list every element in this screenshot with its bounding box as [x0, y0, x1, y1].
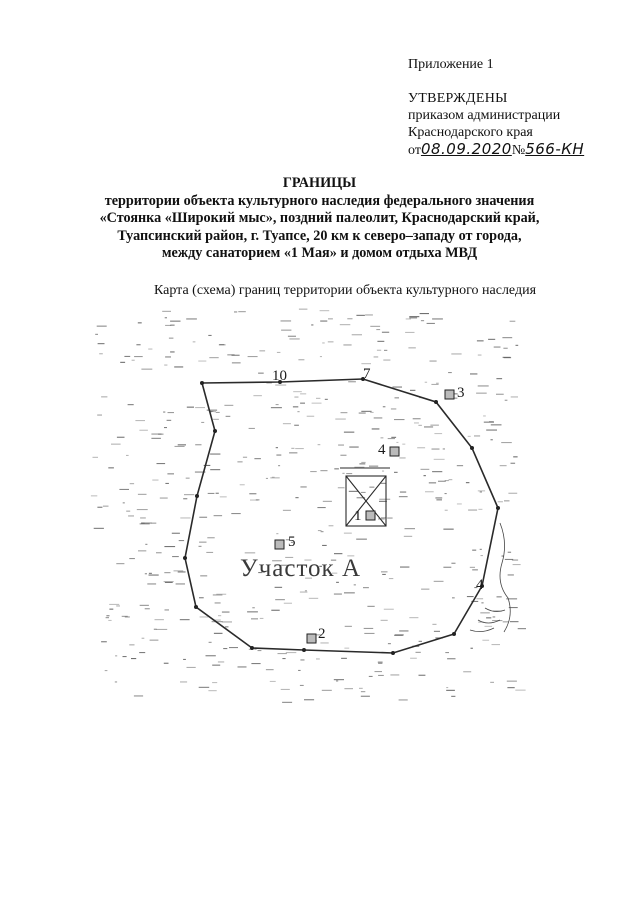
order-line: приказом администрации [408, 108, 561, 123]
boundary-map [90, 308, 530, 708]
point-label-3: 3 [457, 385, 465, 401]
region-line: Краснодарского края [408, 125, 533, 140]
point-label-5: 5 [288, 534, 296, 550]
territory-boundary [185, 379, 498, 653]
title-line-4: между санаторием «1 Мая» и домом отдыха МВД [161, 244, 478, 261]
document-title [0, 175, 639, 262]
date-prefix: от [408, 143, 421, 158]
approved-label: УТВЕРЖДЕНЫ [408, 91, 508, 106]
title-line-1: территории объекта культурного наследия федерального значения [104, 193, 535, 210]
handwritten-number: 566-КН [525, 140, 585, 158]
survey-markers [275, 390, 454, 643]
map-svg [90, 308, 530, 708]
title-heading: ГРАНИЦЫ [282, 175, 357, 191]
title-line-2: «Стоянка «Широкий мыс», поздний палеолит, Краснодарский край, [99, 210, 540, 227]
marker-4 [390, 447, 399, 456]
point-label-4-east: 4 [476, 577, 484, 593]
date-number-line [408, 141, 584, 159]
point-label-1: 1 [354, 508, 362, 524]
map-background-speckles [91, 309, 526, 703]
title-line-3: Туапсинский район, г. Туапсе, 20 км к северо–западу от города, [117, 227, 522, 244]
number-prefix: № [511, 143, 526, 158]
appendix-label: Приложение 1 [408, 57, 494, 72]
excavation-square [340, 468, 390, 526]
marker-2 [307, 634, 316, 643]
marker-5 [275, 540, 284, 549]
marker-3 [445, 390, 454, 399]
map-caption: Карта (схема) границ территории объекта культурного наследия [153, 283, 537, 298]
point-label-10: 10 [272, 368, 287, 384]
handwritten-date: 08.09.2020 [420, 140, 512, 158]
area-label: Участок А [240, 555, 362, 582]
approval-block [408, 56, 584, 159]
point-label-7: 7 [363, 366, 371, 382]
marker-1 [366, 511, 375, 520]
point-label-2: 2 [318, 626, 326, 642]
point-label-4-center: 4 [378, 442, 386, 458]
